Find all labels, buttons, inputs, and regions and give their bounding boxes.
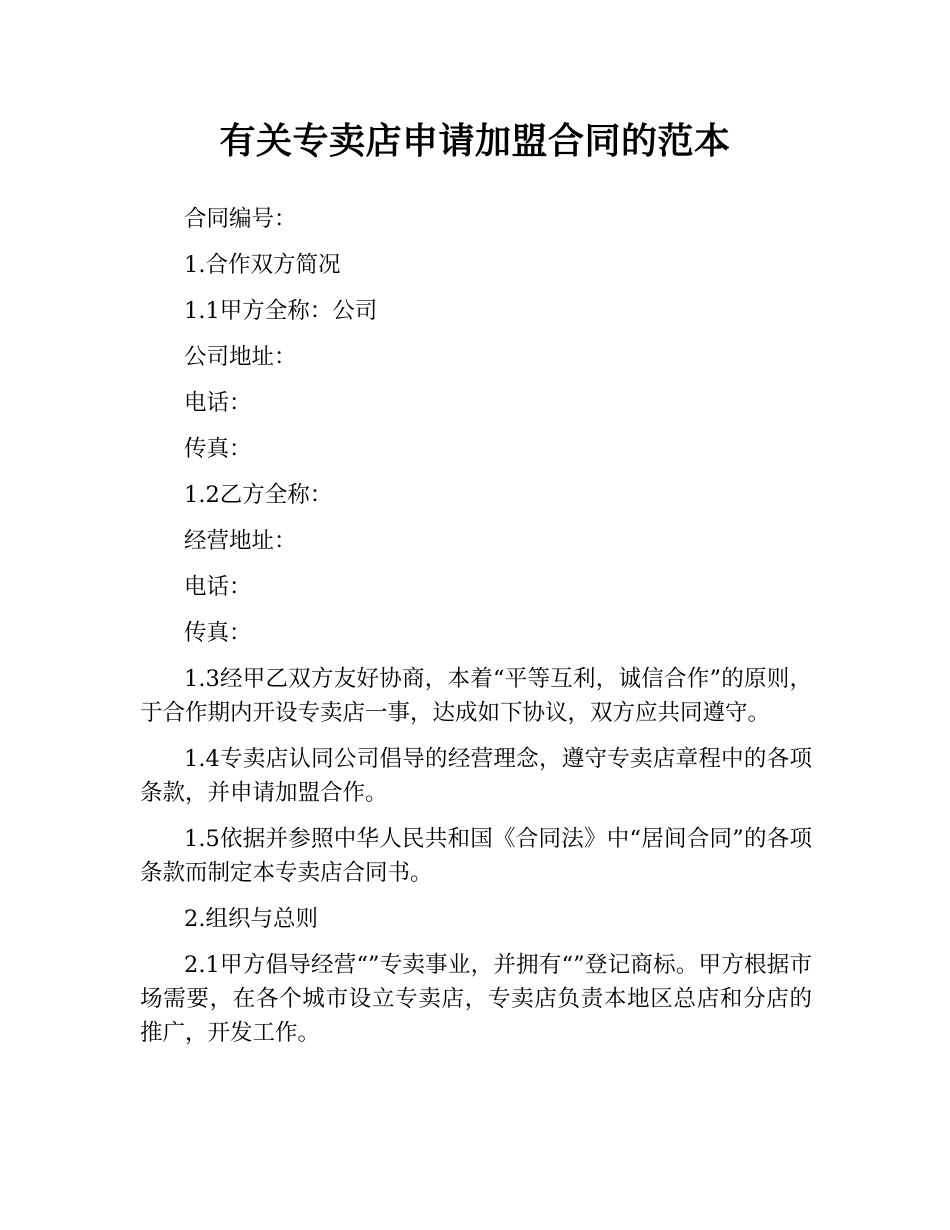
document-body — [140, 202, 812, 1062]
document-title: 有关专卖店申请加盟合同的范本 — [219, 121, 731, 162]
paragraph-party-b-address: 经营地址： — [184, 528, 297, 554]
paragraph-party-a-phone: 电话： — [184, 390, 252, 416]
paragraph-party-a-address: 公司地址： — [184, 344, 297, 370]
paragraph-party-b-fax: 传真： — [184, 620, 252, 646]
paragraph-clause-2-1: 2.1甲方倡导经营“”专卖事业，并拥有“”登记商标。甲方根据市场需要，在各个城市设立专卖店，专卖店负责本地区总店和分店的推广，开发工作。 — [140, 952, 812, 1046]
paragraph-clause-1-3: 1.3经甲乙双方友好协商，本着“平等互利，诚信合作”的原则，于合作期内开设专卖店一事，达成如下协议，双方应共同遵守。 — [140, 666, 812, 726]
paragraph-contract-number: 合同编号： — [184, 206, 297, 232]
paragraph-clause-1-4: 1.4专卖店认同公司倡导的经营理念，遵守专卖店章程中的各项条款，并申请加盟合作。 — [140, 746, 812, 806]
paragraph-section-1-heading: 1.合作双方简况 — [184, 252, 341, 278]
paragraph-party-b-phone: 电话： — [184, 574, 252, 600]
paragraph-party-b-name: 1.2乙方全称： — [184, 482, 333, 508]
paragraph-party-a-name: 1.1甲方全称：公司 — [184, 298, 378, 324]
paragraph-section-2-heading: 2.组织与总则 — [184, 906, 318, 932]
paragraph-clause-1-5: 1.5依据并参照中华人民共和国《合同法》中“居间合同”的各项条款而制定本专卖店合同书。 — [140, 826, 812, 886]
paragraph-party-a-fax: 传真： — [184, 436, 252, 462]
